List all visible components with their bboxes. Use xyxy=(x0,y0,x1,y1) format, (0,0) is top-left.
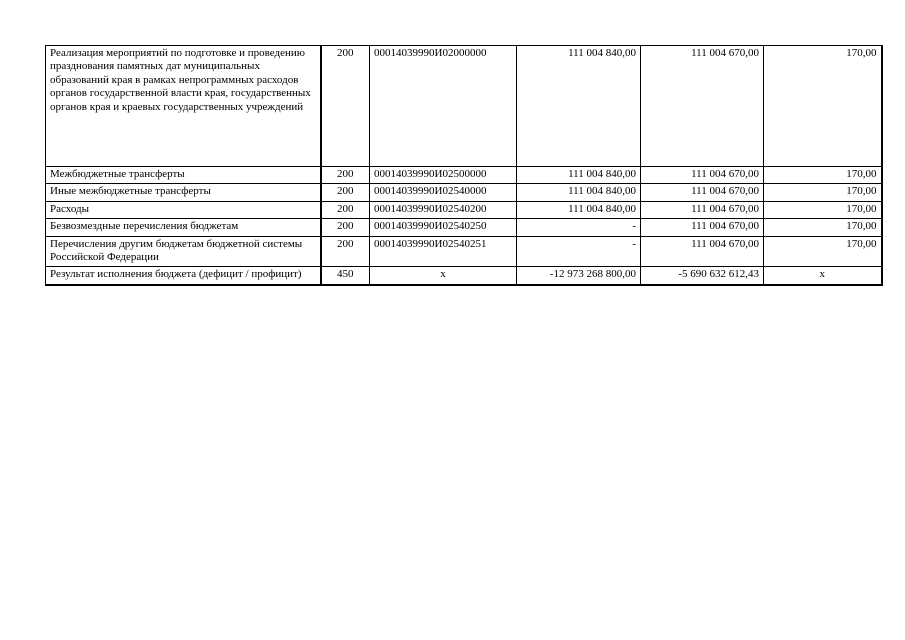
table-row xyxy=(46,167,882,184)
row-unexecuted-amount: 170,00 xyxy=(764,219,882,236)
row-unexecuted-amount: 170,00 xyxy=(764,184,882,201)
row-classifier-code: 00014039990И02540200 xyxy=(370,201,517,218)
row-name: Иные межбюджетные трансферты xyxy=(46,184,321,201)
row-name: Безвозмездные перечисления бюджетам xyxy=(46,219,321,236)
result-row xyxy=(46,267,882,285)
row-executed-amount: 111 004 670,00 xyxy=(641,236,764,267)
row-unexecuted-amount: 170,00 xyxy=(764,167,882,184)
table-row xyxy=(46,236,882,267)
table-row xyxy=(46,184,882,201)
row-line-code: 200 xyxy=(321,167,370,184)
row-line-code: 200 xyxy=(321,184,370,201)
row-classifier-code: 00014039990И02000000 xyxy=(370,46,517,167)
row-approved-amount: - xyxy=(517,236,641,267)
result-approved-amount: -12 973 268 800,00 xyxy=(517,267,641,285)
result-unexecuted-amount: x xyxy=(764,267,882,285)
row-classifier-code: 00014039990И02540250 xyxy=(370,219,517,236)
row-unexecuted-amount: 170,00 xyxy=(764,201,882,218)
row-approved-amount: 111 004 840,00 xyxy=(517,201,641,218)
result-executed-amount: -5 690 632 612,43 xyxy=(641,267,764,285)
row-unexecuted-amount: 170,00 xyxy=(764,236,882,267)
table-row xyxy=(46,219,882,236)
row-approved-amount: 111 004 840,00 xyxy=(517,46,641,167)
row-name: Расходы xyxy=(46,201,321,218)
row-classifier-code: 00014039990И02540000 xyxy=(370,184,517,201)
table-row xyxy=(46,46,882,167)
result-name: Результат исполнения бюджета (дефицит / профицит) xyxy=(46,267,321,285)
table-row xyxy=(46,201,882,218)
row-approved-amount: - xyxy=(517,219,641,236)
row-executed-amount: 111 004 670,00 xyxy=(641,219,764,236)
row-name: Реализация мероприятий по подготовке и проведению празднования памятных дат муниципальных образований края в рамках непрограммных расходов органов государственной власти края, государственных органов края и краевых государственных учреждений xyxy=(46,46,321,167)
result-line-code: 450 xyxy=(321,267,370,285)
row-name: Межбюджетные трансферты xyxy=(46,167,321,184)
row-line-code: 200 xyxy=(321,201,370,218)
row-approved-amount: 111 004 840,00 xyxy=(517,184,641,201)
result-classifier-code: x xyxy=(370,267,517,285)
row-executed-amount: 111 004 670,00 xyxy=(641,46,764,167)
row-line-code: 200 xyxy=(321,46,370,167)
row-classifier-code: 00014039990И02540251 xyxy=(370,236,517,267)
row-classifier-code: 00014039990И02500000 xyxy=(370,167,517,184)
row-line-code: 200 xyxy=(321,236,370,267)
row-line-code: 200 xyxy=(321,219,370,236)
row-unexecuted-amount: 170,00 xyxy=(764,46,882,167)
row-executed-amount: 111 004 670,00 xyxy=(641,167,764,184)
budget-execution-table xyxy=(45,45,883,286)
row-executed-amount: 111 004 670,00 xyxy=(641,184,764,201)
row-approved-amount: 111 004 840,00 xyxy=(517,167,641,184)
row-name: Перечисления другим бюджетам бюджетной системы Российской Федерации xyxy=(46,236,321,267)
row-executed-amount: 111 004 670,00 xyxy=(641,201,764,218)
